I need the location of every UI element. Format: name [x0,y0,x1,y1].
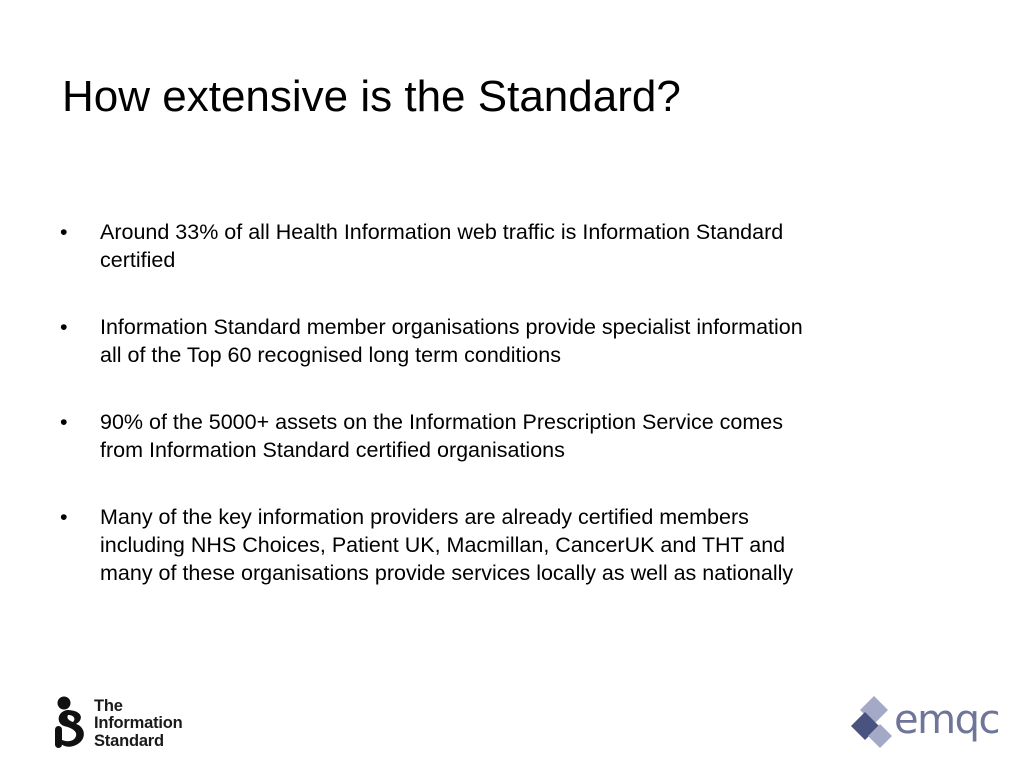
emqc-wordmark: emqc [894,697,999,743]
bullet-item [60,503,960,587]
bullet-text-line: including NHS Choices, Patient UK, Macmillan, CancerUK and THT and [100,533,786,557]
bullet-dot: • [60,315,68,339]
bullet-text-line: Information Standard member organisations provide specialist information [100,315,803,339]
emqc-logo [850,694,999,754]
bullet-item [60,313,960,369]
bullet-text-line: many of these organisations provide services locally as well as nationally [100,561,794,585]
slide-title: How extensive is the Standard? [62,72,681,121]
information-standard-logo [54,696,183,752]
logo-text-line: Standard [94,731,164,750]
logo-text-line: The [94,696,123,715]
bullet-list [60,218,960,626]
logo-text-line: Information [94,714,183,733]
bullet-text-line: from Information Standard certified organisations [100,438,565,462]
bullet-text-line: certified [100,248,176,272]
bullet-item [60,218,960,274]
bullet-text-line: 90% of the 5000+ assets on the Information Prescription Service comes [100,410,783,434]
bullet-dot: • [60,220,68,244]
emqc-diamond-icon [850,694,898,754]
bullet-text-line: Many of the key information providers are already certified members [100,505,749,529]
bullet-text-line: Around 33% of all Health Information web traffic is Information Standard [100,220,784,244]
bullet-item [60,408,960,464]
bullet-dot: • [60,505,68,529]
information-standard-mark-icon [54,696,88,752]
bullet-text-line: all of the Top 60 recognised long term conditions [100,343,561,367]
bullet-dot: • [60,410,68,434]
information-standard-wordmark [94,698,183,751]
